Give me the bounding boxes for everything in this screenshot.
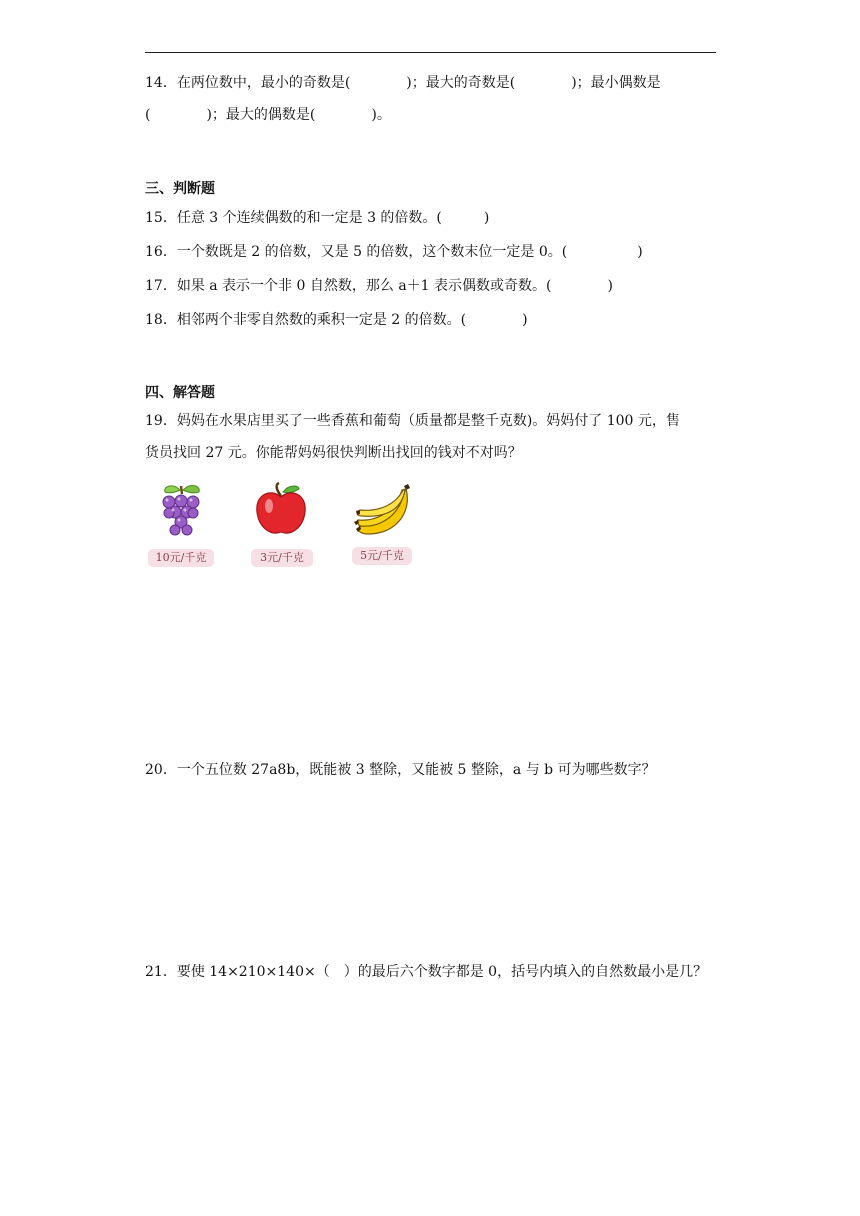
section-3-heading: 三、判断题 bbox=[145, 181, 215, 197]
banana-icon bbox=[348, 480, 420, 540]
price-tag-grapes: 10元/千克 bbox=[148, 549, 214, 567]
question-19-line-1: 19．妈妈在水果店里买了一些香蕉和葡萄（质量都是整千克数)。妈妈付了 100 元，售 bbox=[145, 413, 680, 429]
price-tag-apple: 3元/千克 bbox=[251, 549, 313, 567]
section-4-heading: 四、解答题 bbox=[145, 385, 215, 401]
header-rule bbox=[145, 52, 716, 53]
question-17: 17．如果 a 表示一个非 0 自然数，那么 a＋1 表示偶数或奇数。( ) bbox=[145, 278, 613, 294]
question-21: 21．要使 14×210×140×（ ）的最后六个数字都是 0，括号内填入的自然数最小是几？ bbox=[145, 964, 708, 980]
question-20: 20．一个五位数 27a8b，既能被 3 整除，又能被 5 整除，a 与 b 可为哪些数字？ bbox=[145, 762, 656, 778]
apple-icon bbox=[245, 480, 317, 540]
question-19-line-2: 货员找回 27 元。你能帮妈妈很快判断出找回的钱对不对吗？ bbox=[145, 445, 522, 461]
question-14-line-2: ( )；最大的偶数是( )。 bbox=[145, 107, 391, 123]
question-16: 16．一个数既是 2 的倍数，又是 5 的倍数，这个数末位一定是 0。( ) bbox=[145, 244, 643, 260]
question-18: 18．相邻两个非零自然数的乘积一定是 2 的倍数。( ) bbox=[145, 312, 528, 328]
question-15: 15．任意 3 个连续偶数的和一定是 3 的倍数。( ) bbox=[145, 210, 490, 226]
question-14-line-1: 14．在两位数中，最小的奇数是( )；最大的奇数是( )；最小偶数是 bbox=[145, 75, 661, 91]
grapes-icon bbox=[145, 480, 217, 540]
price-tag-banana: 5元/千克 bbox=[352, 547, 412, 565]
